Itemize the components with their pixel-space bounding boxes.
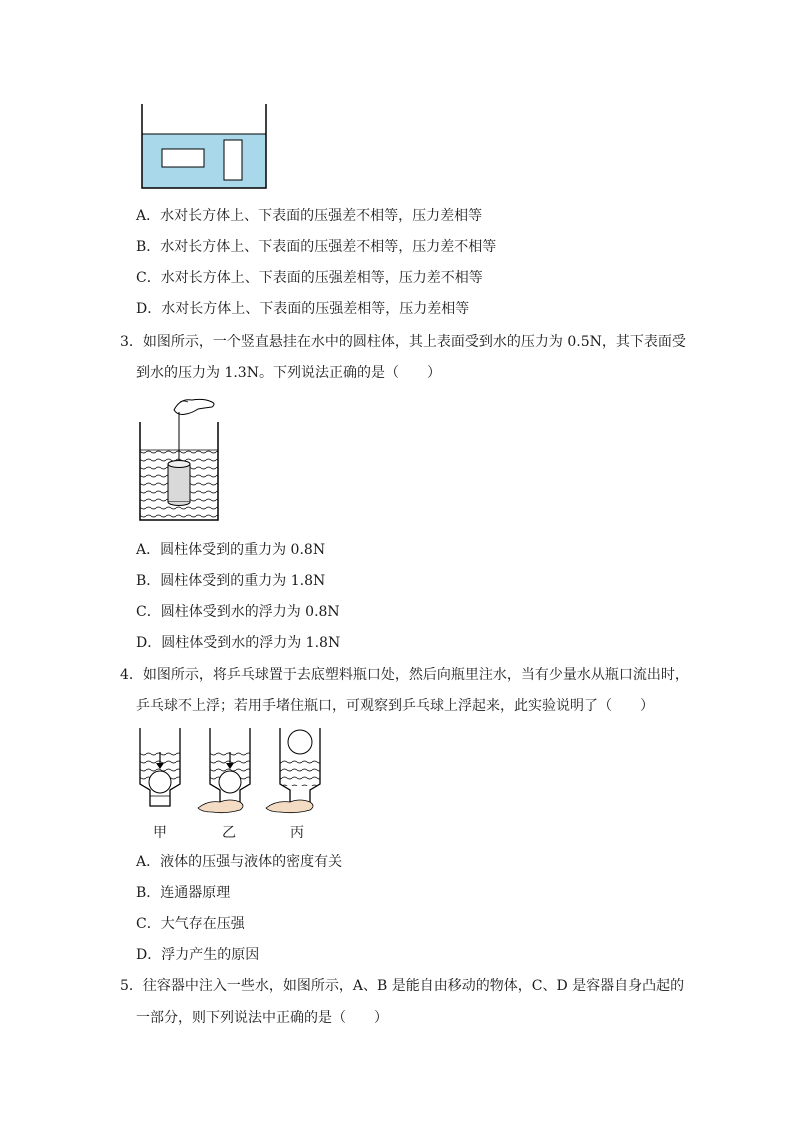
q3-option-d: D．圆柱体受到水的浮力为 1.8N [136,635,341,651]
q3-option-c: C．圆柱体受到水的浮力为 0.8N [136,604,340,620]
figure-container-blocks [138,102,270,194]
q2-option-b: B．水对长方体上、下表面的压强差不相等，压力差不相等 [136,239,497,255]
q4-option-b: B．连通器原理 [136,885,231,901]
q3-option-a: A．圆柱体受到的重力为 0.8N [136,542,326,558]
q4-stem-line2: 乒乓球不上浮；若用手堵住瓶口，可观察到乒乓球上浮起来，此实验说明了（ ） [136,698,654,714]
q5-stem-line1: 5．往容器中注入一些水，如图所示，A、B 是能自由移动的物体，C、D 是容器自身凸起的 [120,978,685,994]
caption-jia: 甲 [153,825,167,841]
q5-stem-line2: 一部分，则下列说法中正确的是（ ） [136,1010,388,1026]
q3-stem-line1: 3．如图所示，一个竖直悬挂在水中的圆柱体，其上表面受到水的压力为 0.5N，其下表面受 [120,334,686,350]
q3-option-b: B．圆柱体受到的重力为 1.8N [136,573,326,589]
q2-option-d: D．水对长方体上、下表面的压强差相等，压力差相等 [136,301,470,317]
caption-yi: 乙 [222,825,236,841]
figure-bottle-bing [262,726,324,816]
figure-bottle-jia [136,726,186,812]
q4-option-c: C．大气存在压强 [136,916,245,932]
figure-hanging-cylinder [136,392,226,526]
figure-bottle-yi [196,726,252,816]
q2-option-a: A．水对长方体上、下表面的压强差不相等，压力差相等 [136,208,483,224]
q4-stem-line1: 4．如图所示，将乒乓球置于去底塑料瓶口处，然后向瓶里注水，当有少量水从瓶口流出时， [120,667,689,683]
q2-option-c: C．水对长方体上、下表面的压强差相等，压力差不相等 [136,270,483,286]
q4-option-a: A．液体的压强与液体的密度有关 [136,854,343,870]
q3-stem-line2: 到水的压力为 1.3N。下列说法正确的是（ ） [136,365,441,381]
caption-bing: 丙 [290,825,304,841]
q4-option-d: D．浮力产生的原因 [136,947,260,963]
